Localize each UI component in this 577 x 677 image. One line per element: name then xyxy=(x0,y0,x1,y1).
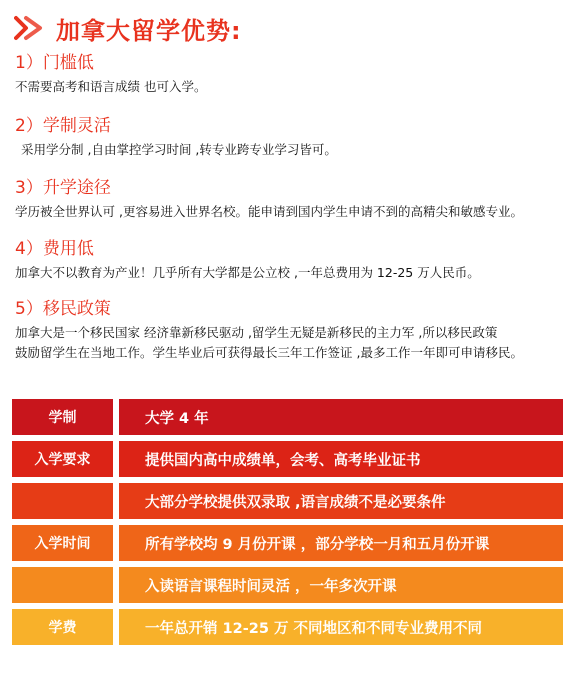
section-threshold xyxy=(15,52,570,97)
section-text: 不需要高考和语言成绩 也可入学。 xyxy=(15,79,207,94)
info-table xyxy=(12,399,563,651)
row-label-cell: 入学要求 xyxy=(12,441,113,477)
row-value-cell: 大部分学校提供双录取 ,语言成绩不是必要条件 xyxy=(119,483,563,519)
section-low-cost xyxy=(15,238,570,283)
section-immigration xyxy=(15,298,570,363)
table-row-requirements xyxy=(12,441,563,477)
row-value-cell: 入读语言课程时间灵活 ，一年多次开课 xyxy=(119,567,563,603)
table-row-tuition xyxy=(12,609,563,645)
table-row-intake xyxy=(12,525,563,561)
table-row-dual-admission xyxy=(12,483,563,519)
section-flexible-system xyxy=(15,115,570,160)
double-chevron-icon xyxy=(14,14,46,42)
row-value-cell: 所有学校均 9 月份开课 ，部分学校一月和五月份开课 xyxy=(119,525,563,561)
row-label-cell xyxy=(12,567,113,603)
row-label-cell xyxy=(12,483,113,519)
section-text: 采用学分制 ,自由掌控学习时间 ,转专业跨专业学习皆可。 xyxy=(21,142,337,157)
section-title: 4）费用低 xyxy=(15,239,94,259)
header xyxy=(14,10,242,46)
row-value-cell: 一年总开销 12-25 万 不同地区和不同专业费用不同 xyxy=(119,609,563,645)
section-text: 加拿大不以教育为产业！几乎所有大学都是公立校 ,一年总费用为 12-25 万人民币。 xyxy=(15,265,480,280)
row-value-cell: 大学 4 年 xyxy=(119,399,563,435)
section-text-line: 鼓励留学生在当地工作。学生毕业后可获得最长三年工作签证 ,最多工作一年即可申请移民。 xyxy=(15,345,523,360)
section-title: 3）升学途径 xyxy=(15,178,111,198)
row-label-cell: 学费 xyxy=(12,609,113,645)
row-value-cell: 提供国内高中成绩单，会考、高考毕业证书 xyxy=(119,441,563,477)
section-text: 学历被全世界认可 ,更容易进入世界名校。能申请到国内学生申请不到的高精尖和敏感专业。 xyxy=(15,204,523,219)
table-row-duration xyxy=(12,399,563,435)
section-advancement xyxy=(15,177,570,222)
section-text-line: 加拿大是一个移民国家 经济靠新移民驱动 ,留学生无疑是新移民的主力军 ,所以移民政策 xyxy=(15,325,498,340)
section-title: 2）学制灵活 xyxy=(15,116,111,136)
table-row-language-courses xyxy=(12,567,563,603)
page-title: 加拿大留学优势: xyxy=(56,16,242,45)
section-text xyxy=(15,323,570,363)
row-label-cell: 入学时间 xyxy=(12,525,113,561)
section-title: 5）移民政策 xyxy=(15,299,111,319)
section-title: 1）门槛低 xyxy=(15,53,94,73)
row-label-cell: 学制 xyxy=(12,399,113,435)
